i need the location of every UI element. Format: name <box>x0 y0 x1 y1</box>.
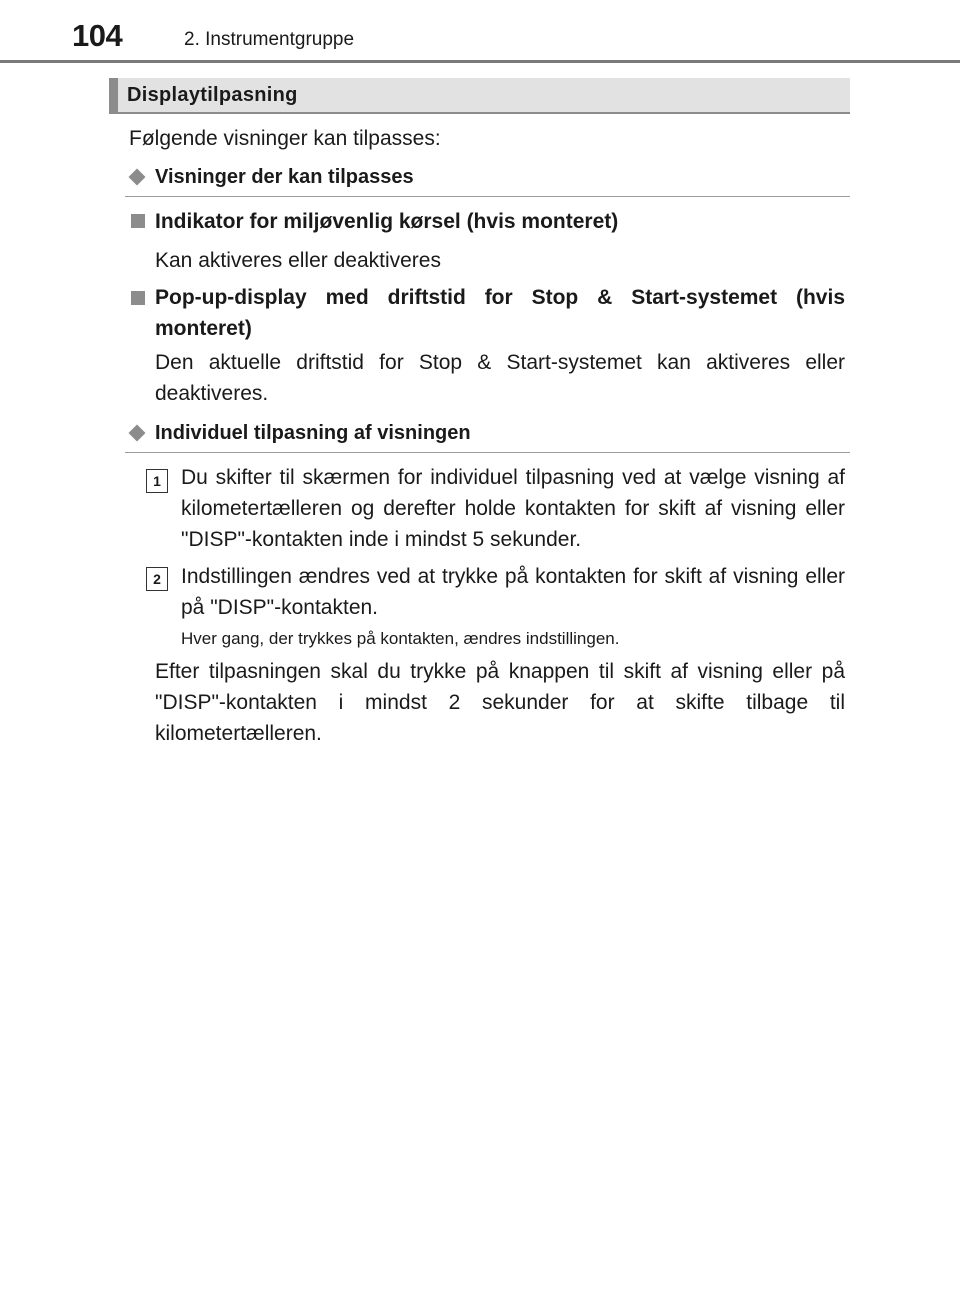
header-divider <box>0 60 960 63</box>
subheading-customizable-views <box>125 166 850 197</box>
section-title-bar <box>109 78 850 114</box>
subheading-text: Visninger der kan tilpasses <box>155 166 414 188</box>
item-title: Pop-up-display med driftstid for Stop & Start-systemet (hvis monteret) <box>155 286 845 340</box>
step-text: Du skifter til skærmen for individuel tilpasning ved at vælge visning af kilometertælleren og derefter holde kontakten for skift af visning eller "DISP"-kontakten inde i mindst 5 sekunder. <box>181 466 845 551</box>
item-body: Den aktuelle driftstid for Stop & Start-systemet kan aktiveres eller deaktiveres. <box>155 351 845 405</box>
step-number-2: 2 <box>146 567 168 591</box>
step-number-1: 1 <box>146 469 168 493</box>
section-accent <box>109 78 118 112</box>
section-title: Displaytilpasning <box>127 84 298 106</box>
step-text: Indstillingen ændres ved at trykke på kontakten for skift af visning eller på "DISP"-kontakten. <box>181 565 845 619</box>
page-number: 104 <box>72 18 123 53</box>
subheading-text: Individuel tilpasning af visningen <box>155 422 471 444</box>
diamond-bullet-icon <box>129 425 146 442</box>
square-bullet-icon <box>131 291 145 305</box>
square-bullet-icon <box>131 214 145 228</box>
chapter-title: 2. Instrumentgruppe <box>184 29 355 50</box>
closing-text: Efter tilpasningen skal du trykke på knappen til skift af visning eller på "DISP"-kontakten i mindst 2 sekunder for at skifte tilbage til kilometertælleren. <box>155 660 845 745</box>
item-body: Kan aktiveres eller deaktiveres <box>155 249 441 272</box>
step-note: Hver gang, der trykkes på kontakten, ændres indstillingen. <box>181 629 620 648</box>
item-title: Indikator for miljøvenlig kørsel (hvis monteret) <box>155 210 619 233</box>
diamond-bullet-icon <box>129 169 146 186</box>
subheading-individual-customization <box>125 422 850 453</box>
intro-text: Følgende visninger kan tilpasses: <box>129 127 441 150</box>
